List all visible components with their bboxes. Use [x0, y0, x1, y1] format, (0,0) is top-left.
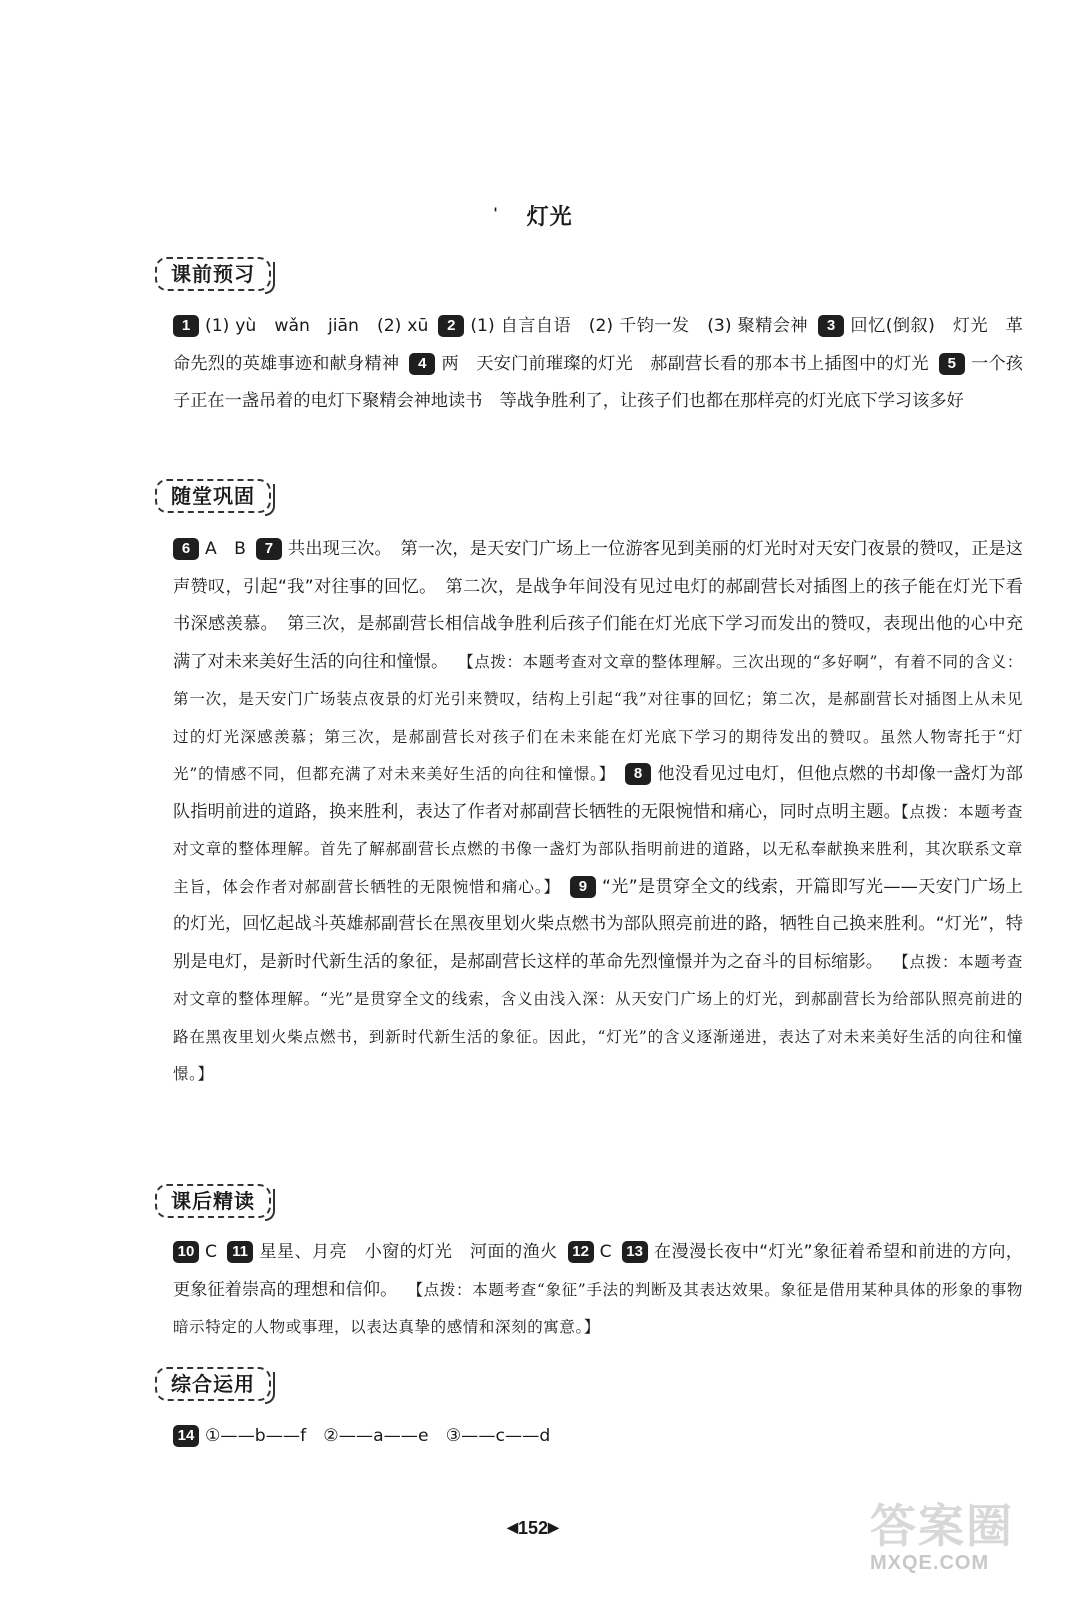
watermark-bottom-text: MXQE.COM [870, 1552, 990, 1574]
answer-text: C [599, 1242, 612, 1262]
answer-text: 两 天安门前璀璨的灯光 郝副营长看的那本书上插图中的灯光 [441, 353, 929, 374]
question-number: 12 [568, 1241, 594, 1263]
answer-text: 共出现三次。 第一次，是天安门广场上一位游客见到美丽的灯光时对天安门夜景的赞叹，正是这声赞叹，引起“我”对往事的回忆。 第二次，是战争年间没有见过电灯的郝副营长对插图上的孩子能在灯光下看书深感羡慕。 第三次，是郝副营长相信战争胜利后孩子们能在灯光底下学习而发出的赞叹，表现出他的心中充满了对未来美好生活的向往和憧憬。 [173, 539, 1023, 672]
section-label-classwork: 随堂巩固 [155, 479, 271, 513]
section-label-preview: 课前预习 [155, 257, 271, 291]
question-number: 4 [409, 353, 435, 375]
title-text: 灯光 [526, 205, 573, 230]
hint-note: 【点拨：本题考查对文章的整体理解。三次出现的“多好啊”，有着不同的含义：第一次，是天安门广场装点夜景的灯光引来赞叹，结构上引起“我”对往事的回忆；第二次，是郝副营长对插图上从未见过的灯光深感羡慕；第三次，是郝副营长对孩子们在未来能在灯光底下学习的期待发出的赞叹。虽然人物寄托于“灯光”的情感不同，但都充满了对未来美好生活的向往和憧憬。】 [173, 652, 1023, 783]
answer-text: 一个孩子正在一盏吊着的电灯下聚精会神地读书 等战争胜利了，让孩子们也都在那样亮的灯光底下学习该多好 [173, 353, 1023, 411]
question-number: 10 [173, 1241, 199, 1263]
answer-text: A B [205, 539, 246, 559]
lesson-title [0, 200, 1066, 231]
answer-text: 回忆(倒叙) 灯光 革命先烈的英雄事迹和献身精神 [173, 316, 1023, 374]
application-answers [173, 1418, 1023, 1456]
question-number: 7 [256, 538, 282, 560]
question-number: 13 [622, 1241, 648, 1263]
answer-text: 他没看见过电灯，但他点燃的书却像一盏灯为部队指明前进的道路，换来胜利，表达了作者对郝副营长牺牲的无限惋惜和痛心，同时点明主题。 [173, 764, 1023, 822]
question-number: 14 [173, 1425, 199, 1447]
page-number-text: 152 [517, 1518, 549, 1538]
question-number: 11 [227, 1241, 253, 1263]
question-number: 3 [818, 315, 844, 337]
question-number: 9 [570, 876, 596, 898]
hint-note: 【点拨：本题考查对文章的整体理解。“光”是贯穿全文的线索，含义由浅入深：从天安门广场上的灯光，到郝副营长为给部队照亮前进的路在黑夜里划火柴点燃书，到新时代新生活的象征。因此，“灯光”的含义逐渐递进，表达了对未来美好生活的向往和憧憬。】 [173, 952, 1023, 1083]
answer-text: (1) yù wǎn jiān (2) xū [205, 316, 429, 336]
hint-note: 【点拨：本题考查“象征”手法的判断及其表达效果。象征是借用某种具体的形象的事物暗示特定的人物或事理，以表达真挚的感情和深刻的寓意。】 [173, 1280, 1023, 1336]
answer-text: ①——b——f ②——a——e ③——c——d [205, 1426, 551, 1446]
answer-text: “光”是贯穿全文的线索，开篇即写光——天安门广场上的灯光，回忆起战斗英雄郝副营长在黑夜里划火柴点燃书为部队照亮前进的路，牺牲自己换来胜利。“灯光”，特别是电灯，是新时代新生活的象征，是郝副营长这样的革命先烈憧憬并为之奋斗的目标缩影。 [173, 876, 1023, 972]
answer-text: C [205, 1242, 218, 1262]
answer-text: 星星、月亮 小窗的灯光 河面的渔火 [259, 1242, 558, 1262]
question-number: 8 [625, 763, 651, 785]
hint-note: 【点拨：本题考查对文章的整体理解。首先了解郝副营长点燃的书像一盏灯为部队指明前进的道路，以无私奉献换来胜利，其次联系文章主旨，体会作者对郝副营长牺牲的无限惋惜和痛心。】 [173, 802, 1023, 896]
page-left-arrow-icon: ◀ [507, 1519, 518, 1535]
preview-answers [173, 308, 1023, 421]
question-number: 2 [438, 315, 464, 337]
section-label-application: 综合运用 [155, 1367, 271, 1401]
answer-text: 在漫漫长夜中“灯光”象征着希望和前进的方向，更象征着崇高的理想和信仰。 [173, 1242, 1023, 1300]
question-number: 5 [939, 353, 965, 375]
section-label-reading: 课后精读 [155, 1184, 271, 1218]
watermark-logo [870, 1490, 1050, 1590]
question-number: 1 [173, 315, 199, 337]
reading-answers [173, 1234, 1023, 1347]
watermark-top-text: 答案圈 [870, 1500, 1014, 1552]
classwork-answers [173, 531, 1023, 1094]
question-number: 6 [173, 538, 199, 560]
page-right-arrow-icon: ▶ [548, 1519, 559, 1535]
answer-text: (1) 自言自语 (2) 千钧一发 (3) 聚精会神 [470, 316, 808, 336]
title-mark: ' [493, 206, 499, 222]
